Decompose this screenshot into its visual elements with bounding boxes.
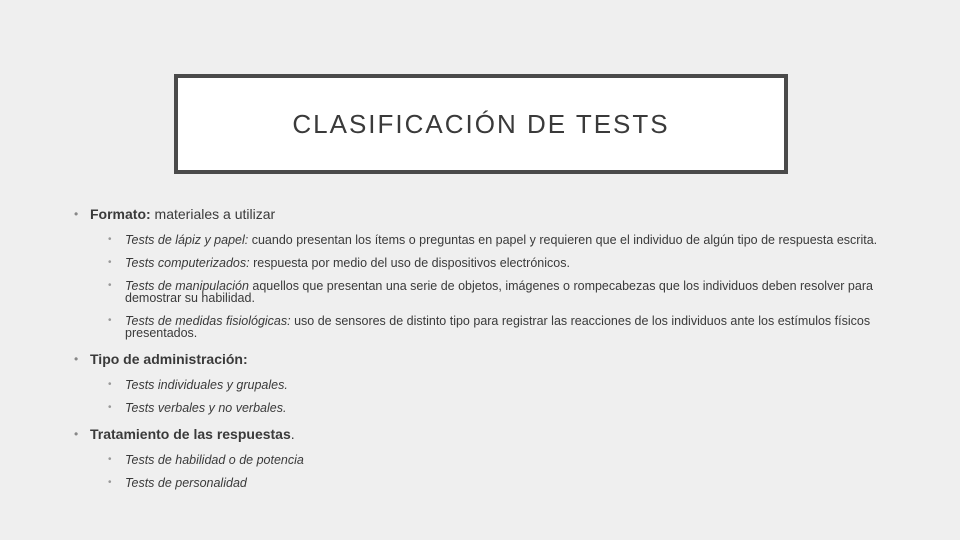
list-item	[108, 234, 915, 246]
section-heading: Formato:	[90, 206, 151, 222]
item-text: aquellos que presentan una serie de objetos, imágenes o rompecabezas que los individuos deben resolver para demostrar su habilidad.	[125, 279, 873, 305]
section-heading-rest: materiales a utilizar	[150, 206, 276, 222]
section-heading: Tratamiento de las respuestas	[90, 426, 291, 442]
list-item	[108, 280, 915, 304]
item-term: Tests de lápiz y papel:	[125, 233, 249, 247]
item-term: Tests de manipulación	[125, 279, 249, 293]
item-term: Tests de medidas fisiológicas:	[125, 314, 291, 328]
section-formato	[74, 206, 914, 339]
bullet-content	[74, 206, 914, 501]
section-tratamiento-respuestas	[74, 426, 914, 489]
item-text: cuando presentan los ítems o preguntas en papel y requieren que el individuo de algún tipo de respuesta escrita.	[248, 233, 878, 247]
section-tipo-administracion	[74, 351, 914, 414]
bullet-icon: •	[108, 234, 112, 245]
item-text: uso de sensores de distinto tipo para registrar las reacciones de los individuos ante los estímulos físicos presentados.	[125, 314, 871, 340]
list-item	[108, 454, 915, 466]
list-item	[108, 477, 915, 489]
sub-list	[90, 454, 914, 489]
list-item	[108, 379, 915, 391]
section-heading-rest: .	[290, 426, 295, 442]
item-text: respuesta por medio del uso de dispositivos electrónicos.	[249, 256, 570, 270]
list-item	[108, 402, 915, 414]
item-term: Tests de personalidad	[125, 476, 247, 490]
bullet-icon: •	[74, 207, 79, 221]
bullet-icon: •	[108, 257, 112, 268]
sub-list	[90, 234, 914, 339]
sub-list	[90, 379, 914, 414]
item-term: Tests computerizados:	[125, 256, 250, 270]
item-term: Tests de habilidad o de potencia	[125, 453, 304, 467]
bullet-icon: •	[74, 427, 79, 441]
bullet-icon: •	[108, 315, 112, 326]
bullet-icon: •	[108, 454, 112, 465]
bullet-icon: •	[108, 379, 112, 390]
list-item	[108, 315, 915, 339]
slide-title: CLASIFICACIÓN DE TESTS	[292, 108, 670, 139]
title-box	[174, 74, 788, 174]
item-term: Tests verbales y no verbales.	[125, 401, 287, 415]
item-term: Tests individuales y grupales.	[125, 378, 288, 392]
bullet-icon: •	[108, 477, 112, 488]
bullet-icon: •	[108, 280, 112, 291]
bullet-icon: •	[108, 402, 112, 413]
bullet-icon: •	[74, 352, 79, 366]
section-heading: Tipo de administración:	[90, 351, 248, 367]
list-item	[108, 257, 915, 269]
